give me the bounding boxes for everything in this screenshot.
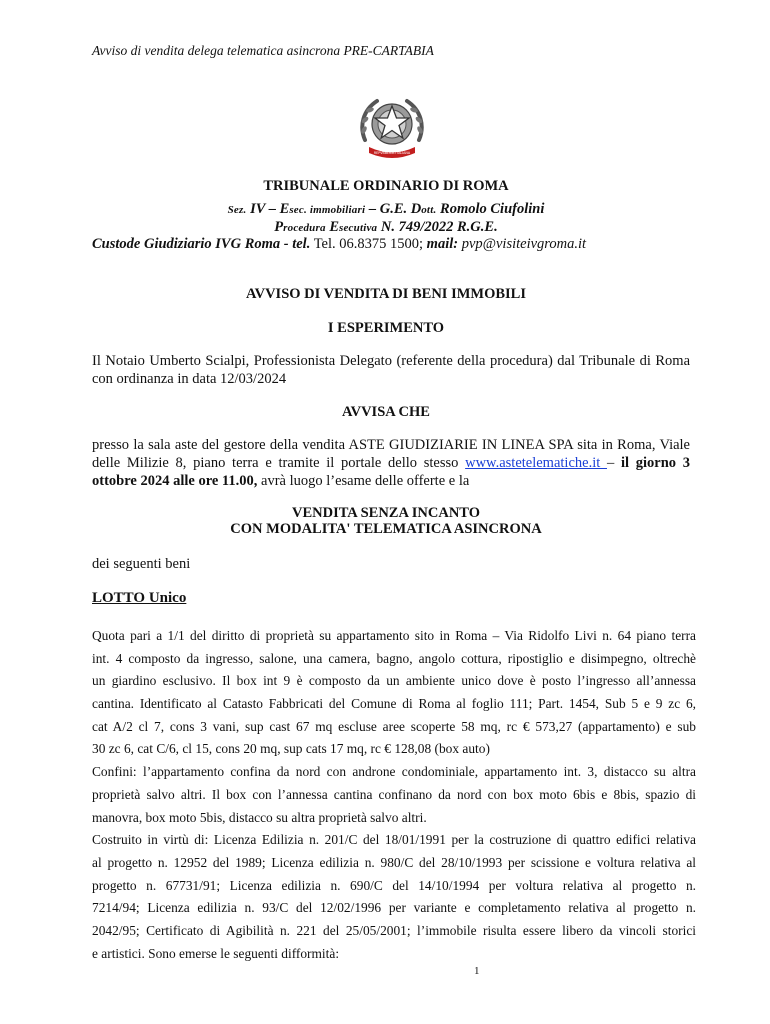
astetelematiche-link[interactable]: www.astetelematiche.it (465, 455, 607, 471)
intro-paragraph: Il Notaio Umberto Scialpi, Professionista Delegato (referente della procedura) dal Tribunale di Roma con ordinanza in data 12/03/2024 (92, 353, 690, 387)
italian-republic-emblem-icon (355, 92, 429, 162)
emblem-ribbon-text: REPVBBLICA ITALIANA (373, 151, 411, 155)
auction-date: il giorno 3 ottobre 2024 alle ore 11.00, (92, 455, 691, 489)
description-line: cantina. Identificato al Catasto Fabbricati del Comune di Roma al foglio 111; Part. 1454, Sub 5 e 9 zc 6, (92, 696, 696, 712)
description-line: proprietà salvo altri. Il box con l’annessa cantina confinano da nord con box moto 6bis e 8bis, spazio di (92, 786, 696, 802)
avvisa-heading: AVVISA CHE (342, 404, 430, 420)
description-line: int. 4 composto da ingresso, salone, una camera, bagno, angolo cottura, ripostiglio e disimpegno, oltrechè (92, 650, 696, 666)
description-line: progetto n. 67731/91; Licenza edilizia n. 690/C del 14/10/1994 per voltura relativa al progetto n. (92, 877, 696, 893)
sale-heading-1: VENDITA SENZA INCANTO (291, 505, 480, 521)
notice-title: AVVISO DI VENDITA DI BENI IMMOBILI (246, 286, 526, 302)
custodian-label: Custode Giudiziario IVG Roma - tel. (92, 236, 311, 252)
auction-text-3: avrà luogo l’esame delle offerte e la (257, 473, 470, 489)
lot-heading: LOTTO Unico (92, 590, 187, 606)
custodian-line (92, 236, 586, 253)
procedure-line (90, 219, 682, 236)
mail-label: mail: (423, 236, 459, 252)
description-line: al progetto n. 12952 del 1989; Licenza edilizia n. 980/C del 28/10/1993 per scissione e voltura relativa al (92, 854, 696, 870)
sez-text-3: sec. immobiliari (289, 204, 366, 216)
description-line: Confini: l’appartamento confina da nord con androne condominiale, appartamento int. 3, distacco su altra (92, 764, 696, 780)
description-line: Quota pari a 1/1 del diritto di proprietà su appartamento sito in Roma – Via Ridolfo Livi n. 64 piano terra (92, 628, 696, 643)
custodian-phone: Tel. 06.8375 1500; (310, 236, 424, 252)
goods-intro: dei seguenti beni (92, 556, 191, 572)
description-line: un giardino esclusivo. Il box int 9 è composto da un ambiente unico dove è posto l’ingresso all’annessa (92, 673, 696, 689)
proc-text-5: N. 749/2022 R.G.E. (377, 219, 498, 235)
court-name: TRIBUNALE ORDINARIO DI ROMA (263, 178, 509, 194)
sez-text-1: Sez. (227, 204, 247, 216)
auction-text-2: – (606, 455, 621, 471)
description-line: manovra, box moto 5bis, distacco su altra proprietà salvo altri. (92, 809, 427, 825)
proc-text-3: E (325, 219, 339, 235)
sez-text-5: ott. (421, 204, 437, 216)
sez-text-2: IV – E (246, 201, 290, 217)
description-line: 30 zc 6, cat C/6, cl 15, cons 20 mq, sup cats 17 mq, rc € 128,08 (box auto) (92, 741, 490, 757)
sez-text-6: Romolo Ciufolini (436, 201, 545, 217)
proc-text-4: secutiva (338, 222, 378, 234)
proc-text-2: rocedura (283, 222, 326, 234)
lot-description (92, 625, 696, 965)
description-line: cat A/2 cl 7, cons 3 vani, sup cast 67 mq escluse aree scoperte 58 mq, rc € 573,27 (appartamento) e sub (92, 718, 696, 734)
proc-text-1: P (274, 219, 284, 235)
page-number: 1 (474, 965, 480, 977)
sez-text-4: – G.E. D (365, 201, 422, 217)
mail-address: pvp@visiteivgroma.it (458, 236, 587, 252)
auction-paragraph (92, 436, 690, 490)
sale-heading-2: CON MODALITA' TELEMATICA ASINCRONA (230, 521, 542, 537)
description-line: 2042/95; Certificato di Agibilità n. 221 del 25/05/2001; l’immobile risulta essere libero da vincoli storici (92, 922, 696, 938)
running-header: Avviso di vendita delega telematica asincrona PRE-CARTABIA (92, 43, 434, 58)
experiment-heading: I ESPERIMENTO (327, 320, 445, 336)
description-line: Costruito in virtù di: Licenza Edilizia n. 201/C del 18/01/1991 per la costruzione di quattro edifici relativa (92, 832, 696, 848)
description-line: e artistici. Sono emerse le seguenti difformità: (92, 945, 340, 961)
auction-text-1: presso la sala aste del gestore della vendita ASTE GIUDIZIARIE IN LINEA SPA sita in Roma, Viale delle Milizie 8, piano terra e tramite il portale dello stesso (92, 437, 690, 471)
description-line: 7214/94; Licenza edilizia n. 93/C del 12/02/1996 per variante e completamento relativa al progetto n. (92, 900, 696, 916)
section-line (90, 201, 682, 218)
